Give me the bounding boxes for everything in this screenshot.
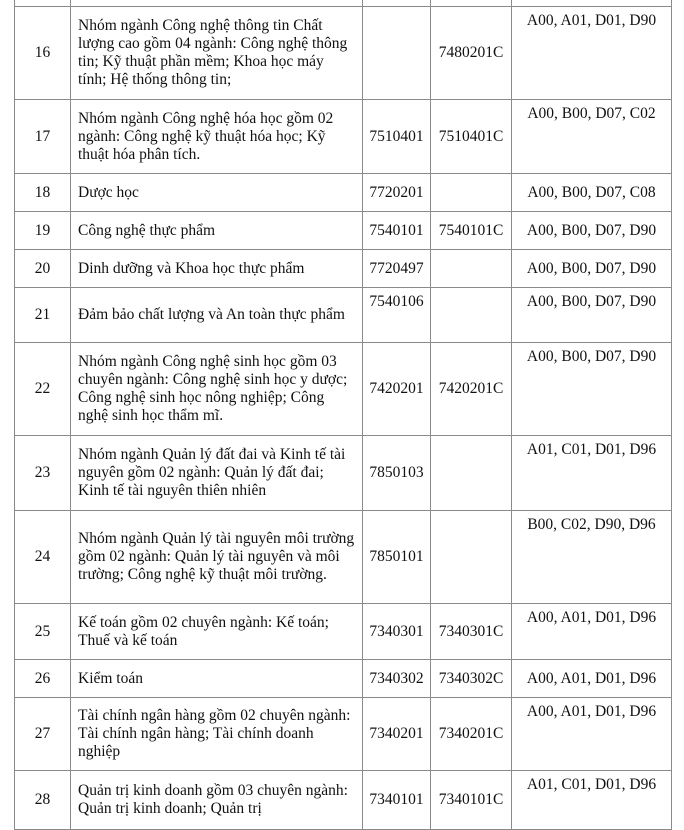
high-quality-code-cell: 7420201C [431,343,512,436]
high-quality-code-cell: 7540101C [431,212,512,250]
table-row [15,100,672,174]
subject-combos-cell: A00, B00, D07, D90 [512,288,672,343]
table-row [15,511,672,604]
stt-cell: 23 [15,436,71,511]
major-code-cell: 7340302 [363,660,431,698]
stt-cell: 16 [15,7,71,100]
major-name-cell: Nhóm ngành Công nghệ hóa học gồm 02 ngành: Công nghệ kỹ thuật hóa học; Kỹ thuật hóa phân tích. [71,100,363,174]
major-code-cell: 7420201 [363,343,431,436]
stt-cell: 26 [15,660,71,698]
high-quality-code-cell [431,511,512,604]
high-quality-code-cell: 7480201C [431,7,512,100]
subject-combos-cell: A01, C01, D01, D96 [512,436,672,511]
major-name-cell: Kế toán gồm 02 chuyên ngành: Kế toán; Thuế và kế toán [71,604,363,660]
high-quality-code-cell: 7340302C [431,660,512,698]
stt-cell: 18 [15,174,71,212]
stt-cell: 22 [15,343,71,436]
subject-combos-cell: A01, C01, D01, D96 [512,771,672,830]
stt-cell: 28 [15,771,71,830]
major-name-cell: Công nghệ thực phẩm [71,212,363,250]
subject-combos-cell: A00, A01, D01, D90 [512,7,672,100]
high-quality-code-cell: 7510401C [431,100,512,174]
subject-combos-cell: A00, A01, D01, D96 [512,604,672,660]
admissions-table [14,0,672,830]
major-name-cell: Nhóm ngành Công nghệ thông tin Chất lượng cao gồm 04 ngành: Công nghệ thông tin; Kỹ thuật phần mềm; Khoa học máy tính; Hệ thống thông tin; [71,7,363,100]
subject-combos-cell: A00, B00, D07, D90 [512,343,672,436]
subject-combos-cell: A00, A01, D01, D96 [512,660,672,698]
high-quality-code-cell: 7340101C [431,771,512,830]
subject-combos-cell: A00, B00, D07, C08 [512,174,672,212]
table-row [15,7,672,100]
table-row [15,698,672,771]
major-name-cell: Nhóm ngành Quản lý đất đai và Kinh tế tài nguyên gồm 02 ngành: Quản lý đất đai; Kinh tế tài nguyên thiên nhiên [71,436,363,511]
table-row [15,604,672,660]
major-code-cell [363,7,431,100]
major-code-cell: 7510401 [363,100,431,174]
high-quality-code-cell [431,250,512,288]
stt-cell: 21 [15,288,71,343]
major-code-cell: 7720497 [363,250,431,288]
table-row [15,174,672,212]
table-row [15,771,672,830]
subject-combos-cell: A00, B00, D07, C02 [512,100,672,174]
table-row [15,288,672,343]
major-code-cell: 7540106 [363,288,431,343]
major-name-cell: Nhóm ngành Quản lý tài nguyên môi trường gồm 02 ngành: Quản lý tài nguyên và môi trường; Công nghệ kỹ thuật môi trường. [71,511,363,604]
major-name-cell: Nhóm ngành Công nghệ sinh học gồm 03 chuyên ngành: Công nghệ sinh học y dược; Công nghệ sinh học nông nghiệp; Công nghệ sinh học thẩm mĩ. [71,343,363,436]
high-quality-code-cell [431,436,512,511]
subject-combos-cell: A00, B00, D07, D90 [512,250,672,288]
major-code-cell: 7850103 [363,436,431,511]
major-name-cell: Dinh dưỡng và Khoa học thực phẩm [71,250,363,288]
major-code-cell: 7340301 [363,604,431,660]
high-quality-code-cell [431,288,512,343]
table-row [15,436,672,511]
table-row [15,660,672,698]
stt-cell: 24 [15,511,71,604]
stt-cell: 27 [15,698,71,771]
subject-combos-cell: A00, A01, D01, D96 [512,698,672,771]
stt-cell: 20 [15,250,71,288]
table-row [15,343,672,436]
stt-cell: 17 [15,100,71,174]
high-quality-code-cell [431,174,512,212]
table-row [15,250,672,288]
stt-cell: 19 [15,212,71,250]
major-code-cell: 7850101 [363,511,431,604]
high-quality-code-cell: 7340201C [431,698,512,771]
major-code-cell: 7340101 [363,771,431,830]
major-name-cell: Kiểm toán [71,660,363,698]
major-name-cell: Tài chính ngân hàng gồm 02 chuyên ngành: Tài chính ngân hàng; Tài chính doanh nghiệp [71,698,363,771]
major-name-cell: Đảm bảo chất lượng và An toàn thực phẩm [71,288,363,343]
major-name-cell: Dược học [71,174,363,212]
major-name-cell: Quản trị kinh doanh gồm 03 chuyên ngành: Quản trị kinh doanh; Quản trị [71,771,363,830]
major-code-cell: 7540101 [363,212,431,250]
table-row [15,212,672,250]
major-code-cell: 7340201 [363,698,431,771]
subject-combos-cell: B00, C02, D90, D96 [512,511,672,604]
high-quality-code-cell: 7340301C [431,604,512,660]
stt-cell: 25 [15,604,71,660]
subject-combos-cell: A00, B00, D07, D90 [512,212,672,250]
major-code-cell: 7720201 [363,174,431,212]
